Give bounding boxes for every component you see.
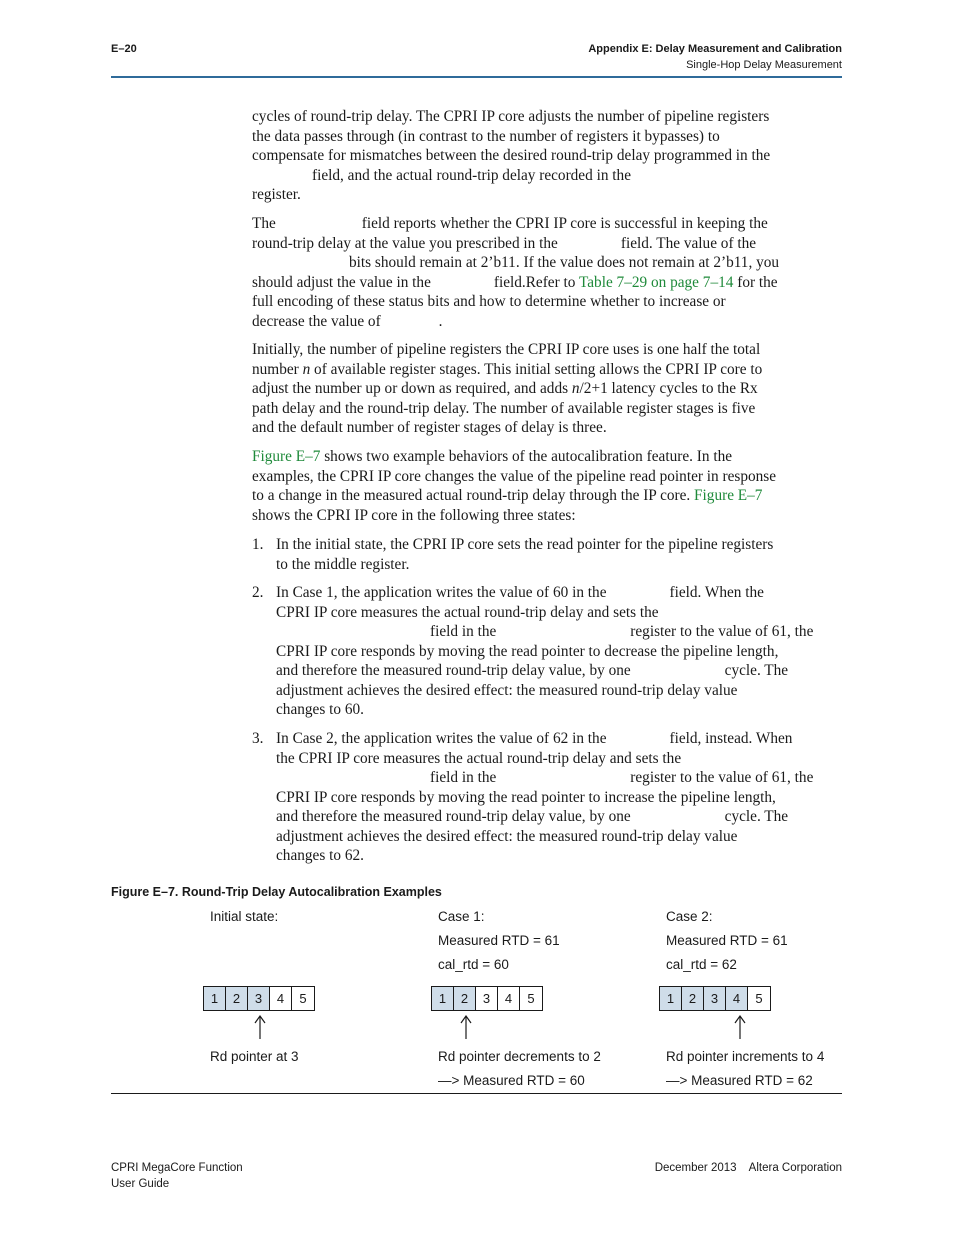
variable-n: n xyxy=(302,360,311,378)
text-line: adjustment achieves the desired effect: the measured round-trip delay value xyxy=(276,681,738,699)
variable-n: n xyxy=(571,380,580,397)
text-run: /2+1 latency cycles to the Rx xyxy=(579,380,758,397)
text-run: The xyxy=(252,215,276,232)
case2-result: —> Measured RTD = 62 xyxy=(666,1073,813,1088)
list-item xyxy=(276,535,842,574)
text-line xyxy=(276,583,842,603)
figure-link[interactable]: Figure E–7 xyxy=(252,448,321,465)
text-run: round-trip delay at the value you prescribed in the xyxy=(252,234,558,252)
register-cell: 4 xyxy=(726,987,748,1010)
footer-product: CPRI MegaCore Function xyxy=(111,1162,243,1174)
case1-result: —> Measured RTD = 60 xyxy=(438,1073,585,1088)
register-cell: 5 xyxy=(527,991,535,1006)
header-subtitle: Single-Hop Delay Measurement xyxy=(686,59,842,71)
list-number: 1. xyxy=(252,536,264,553)
text-run: In Case 1, the application writes the value of 60 in the xyxy=(276,584,607,601)
text-line: compensate for mismatches between the desired round-trip delay programmed in the xyxy=(252,147,771,164)
text-run: cycle. The xyxy=(724,662,789,679)
text-line xyxy=(276,622,842,642)
text-line: adjustment achieves the desired effect: the measured round-trip delay value xyxy=(276,827,738,845)
read-pointer-arrow-icon xyxy=(733,1014,747,1040)
register-cell: 1 xyxy=(204,987,226,1010)
text-run: of available register stages. This initial setting allows the CPRI IP core to xyxy=(314,360,763,378)
text-line: register. xyxy=(252,186,301,203)
text-line xyxy=(252,273,842,293)
text-run: to a change in the measured actual round-trip delay through the IP core. xyxy=(252,487,691,504)
text-run: field in the xyxy=(430,623,497,640)
list-item xyxy=(276,729,842,866)
register-cell: 2 xyxy=(682,987,704,1010)
text-line xyxy=(252,234,842,254)
text-run: In Case 2, the application writes the value of 62 in the xyxy=(276,730,607,747)
read-pointer-arrow-icon xyxy=(253,1014,267,1040)
text-run: number xyxy=(252,360,299,378)
case2-label: Case 2: xyxy=(666,909,713,924)
text-line xyxy=(252,214,842,234)
paragraph-1 xyxy=(252,107,842,205)
case1-label: Case 1: xyxy=(438,909,485,924)
text-line: field, and the actual round-trip delay recorded in the xyxy=(312,166,631,184)
text-run: shows two example behaviors of the autocalibration feature. In the xyxy=(324,448,733,465)
paragraph-3 xyxy=(252,340,842,438)
text-line xyxy=(252,379,842,399)
text-line xyxy=(252,312,842,332)
text-line: shows the CPRI IP core in the following three states: xyxy=(252,506,576,524)
paragraph-2 xyxy=(252,214,842,331)
case2-caption: Rd pointer increments to 4 xyxy=(666,1049,825,1064)
text-line: and the default number of register stages of delay is three. xyxy=(252,419,607,436)
text-run: for the xyxy=(737,273,778,291)
register-cell: 4 xyxy=(270,987,292,1010)
text-line xyxy=(252,486,842,506)
text-run: field. The value of the xyxy=(620,234,757,252)
figure-link[interactable]: Figure E–7 xyxy=(694,487,763,504)
list-number: 3. xyxy=(252,730,264,747)
case1-caption: Rd pointer decrements to 2 xyxy=(438,1049,601,1064)
text-run: decrease the value of xyxy=(252,312,381,330)
initial-caption: Rd pointer at 3 xyxy=(210,1049,299,1064)
text-run: field. When the xyxy=(669,584,764,601)
register-pipeline-case2 xyxy=(659,986,771,1011)
register-cell: 3 xyxy=(248,987,270,1010)
text-line: Initially, the number of pipeline registers the CPRI IP core uses is one half the total xyxy=(252,341,761,358)
text-run: field in the xyxy=(430,769,497,786)
register-cell: 5 xyxy=(755,991,763,1006)
text-line: full encoding of these status bits and how to determine whether to increase or xyxy=(252,293,726,310)
text-line xyxy=(252,447,842,467)
text-run: should adjust the value in the xyxy=(252,273,431,291)
text-line: CPRI IP core responds by moving the read pointer to decrease the pipeline length, xyxy=(276,642,779,660)
text-line: CPRI IP core measures the actual round-trip delay and sets the xyxy=(276,603,659,621)
text-line: CPRI IP core responds by moving the read pointer to increase the pipeline length, xyxy=(276,788,776,806)
text-line: changes to 60. xyxy=(276,701,364,718)
list-item xyxy=(276,583,842,720)
case2-cal: cal_rtd = 62 xyxy=(666,957,737,972)
text-line: cycles of round-trip delay. The CPRI IP core adjusts the number of pipeline registers xyxy=(252,108,770,125)
register-cell: 3 xyxy=(704,987,726,1010)
table-link[interactable]: Table 7–29 on page 7–14 xyxy=(578,273,734,291)
text-run: field, instead. When xyxy=(669,730,793,747)
register-cell: 4 xyxy=(498,987,520,1010)
list-number: 2. xyxy=(252,584,264,601)
register-cell: 1 xyxy=(432,987,454,1010)
footer-right: December 2013 Altera Corporation xyxy=(654,1162,842,1174)
header-title: Appendix E: Delay Measurement and Calibration xyxy=(588,43,842,55)
text-line: changes to 62. xyxy=(276,847,364,864)
text-line: In the initial state, the CPRI IP core sets the read pointer for the pipeline registers xyxy=(276,536,774,553)
text-run: cycle. The xyxy=(724,808,789,825)
figure-rule xyxy=(111,1093,842,1094)
text-line xyxy=(276,661,842,681)
register-pipeline-initial xyxy=(203,986,315,1011)
register-cell: 5 xyxy=(299,991,307,1006)
text-line xyxy=(252,360,842,380)
initial-state-label: Initial state: xyxy=(210,909,279,924)
footer-left xyxy=(111,1160,243,1192)
text-line: examples, the CPRI IP core changes the value of the pipeline read pointer in response xyxy=(252,467,777,485)
text-run: field.Refer to xyxy=(493,273,576,291)
text-run: adjust the number up or down as required, and adds xyxy=(252,380,569,397)
page-number: E–20 xyxy=(111,43,137,55)
header-rule xyxy=(111,76,842,78)
text-line xyxy=(276,807,842,827)
text-line: bits should remain at 2’b11. If the value does not remain at 2’b11, you xyxy=(349,254,780,271)
case2-measured: Measured RTD = 61 xyxy=(666,933,788,948)
text-line xyxy=(276,768,842,788)
register-cell: 3 xyxy=(476,987,498,1010)
case1-measured: Measured RTD = 61 xyxy=(438,933,560,948)
read-pointer-arrow-icon xyxy=(459,1014,473,1040)
text-line: to the middle register. xyxy=(276,555,410,573)
case1-cal: cal_rtd = 60 xyxy=(438,957,509,972)
text-run: field reports whether the CPRI IP core is successful in keeping the xyxy=(361,215,768,232)
text-run: and therefore the measured round-trip delay value, by one xyxy=(276,808,631,825)
text-line xyxy=(276,729,842,749)
register-pipeline-case1 xyxy=(431,986,543,1011)
text-run: register to the value of 61, the xyxy=(630,623,814,640)
paragraph-4 xyxy=(252,447,842,525)
text-line: path delay and the round-trip delay. The number of available register stages is five xyxy=(252,399,756,417)
register-cell: 2 xyxy=(454,987,476,1010)
footer-doc-type: User Guide xyxy=(111,1178,170,1190)
figure-title: Figure E–7. Round-Trip Delay Autocalibration Examples xyxy=(111,885,442,899)
register-cell: 2 xyxy=(226,987,248,1010)
text-run: and therefore the measured round-trip delay value, by one xyxy=(276,662,631,679)
text-run: . xyxy=(438,312,443,330)
text-line: the data passes through (in contrast to the number of registers it bypasses) to xyxy=(252,127,720,145)
text-line: the CPRI IP core measures the actual round-trip delay and sets the xyxy=(276,749,682,767)
register-cell: 1 xyxy=(660,987,682,1010)
text-run: register to the value of 61, the xyxy=(630,769,814,786)
